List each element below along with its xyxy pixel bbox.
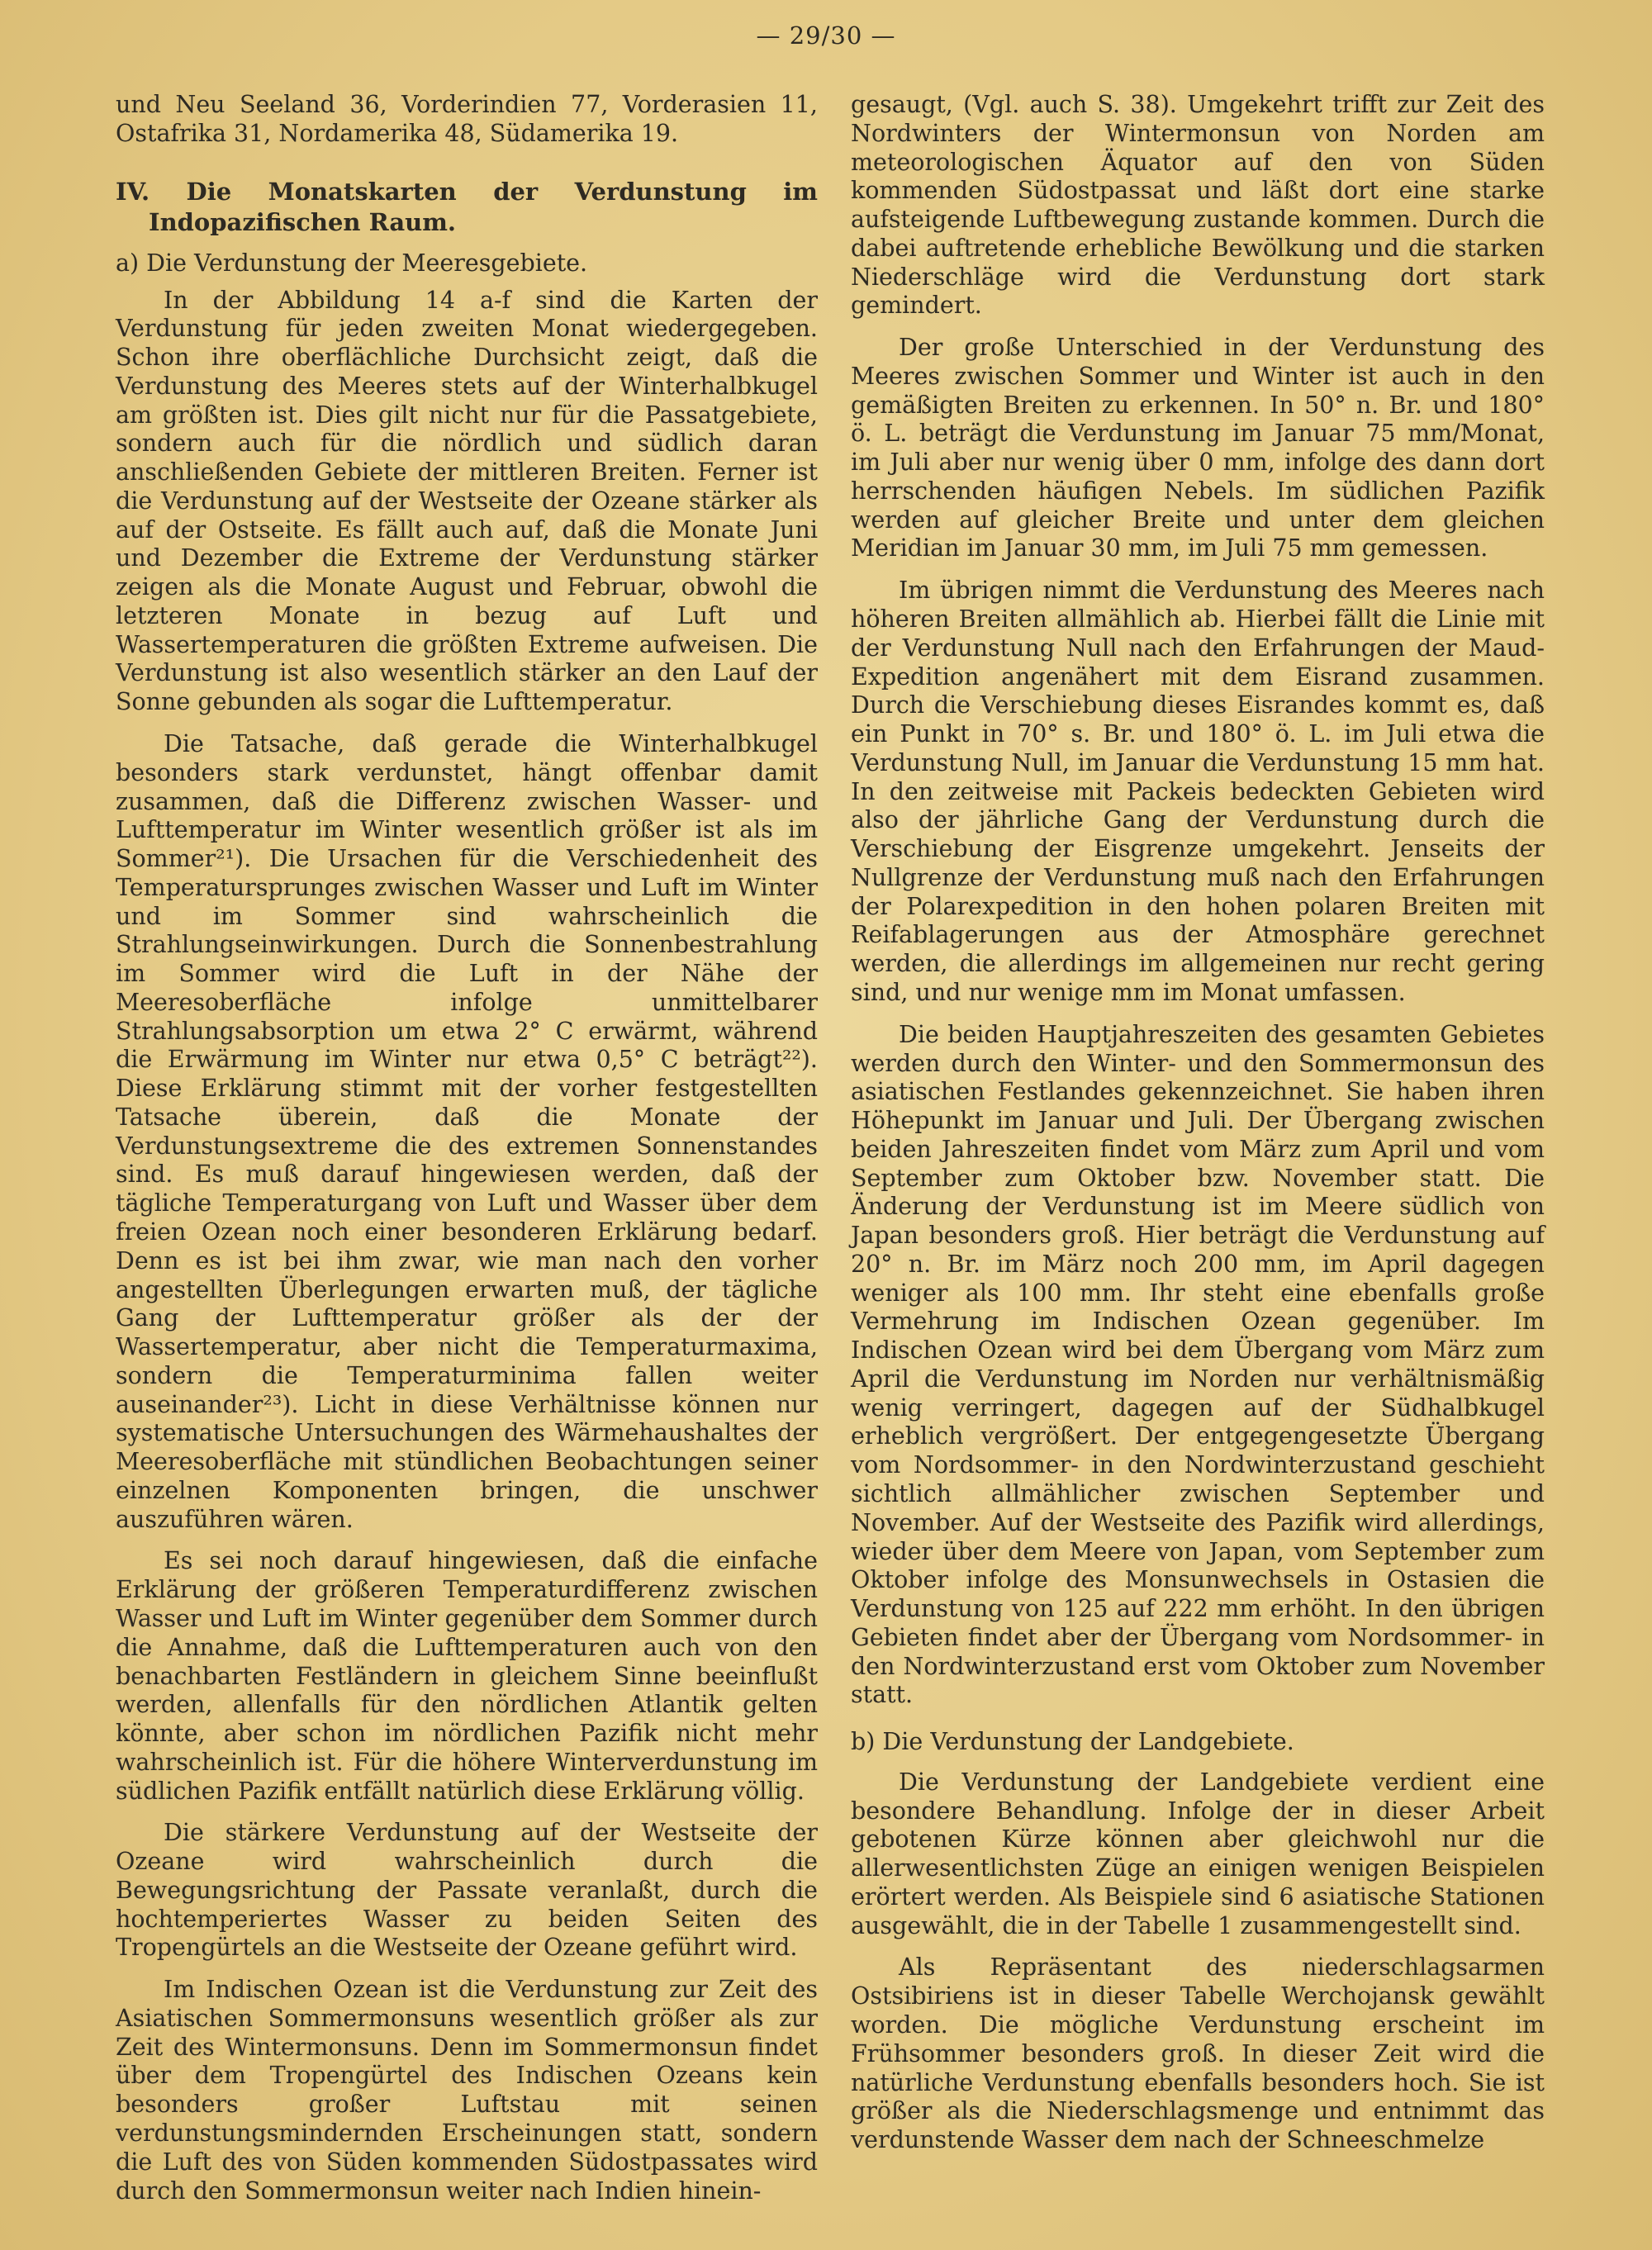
paragraph: Als Repräsentant des niederschlagsarmen Ostsibiriens ist in dieser Tabelle Werchojansk gewählt worden. Die mögliche Verdunstung erscheint im Frühsommer besonders groß. In dieser Zeit wird die natürliche Verdunstung ebenfalls besonders hoch. Sie ist größer als die Niederschlagsmenge und entnimmt das verdunstende Wasser dem nach der Schneeschmelze	[851, 1953, 1545, 2154]
paragraph: Im übrigen nimmt die Verdunstung des Meeres nach höheren Breiten allmählich ab. Hierbei fällt die Linie mit der Verdunstung Null nach den Erfahrungen der Maud-Expedition angenähert mit dem Eisrand zusammen. Durch die Verschiebung dieses Eisrandes kommt es, daß ein Punkt in 70° s. Br. und 180° ö. L. im Juli etwa die Verdunstung Null, im Januar die Verdunstung 15 mm hat. In den zeitweise mit Packeis bedeckten Gebieten wird also der jährliche Gang der Verdunstung durch die Verschiebung der Eisgrenze umgekehrt. Jenseits der Nullgrenze der Verdunstung muß nach den Erfahrungen der Polarexpedition in den hohen polaren Breiten mit Reifablagerungen aus der Atmosphäre gerechnet werden, die allerdings im allgemeinen nur recht gering sind, und nur wenige mm im Monat umfassen.	[851, 577, 1545, 1006]
paragraph: In der Abbildung 14 a-f sind die Karten der Verdunstung für jeden zweiten Monat wiedergegeben. Schon ihre oberflächliche Durchsicht zeigt, daß die Verdunstung des Meeres stets auf der Winterhalbkugel am größten ist. Dies gilt nicht nur für die Passatgebiete, sondern auch für die nördlich und südlich daran anschließenden Gebiete der mittleren Breiten. Ferner ist die Verdunstung auf der Westseite der Ozeane stärker als auf der Ostseite. Es fällt auch auf, daß die Monate Juni und Dezember die Extreme der Verdunstung stärker zeigen als die Monate August und Februar, obwohl die letzteren Monate in bezug auf Luft und Wassertemperaturen die größten Extreme aufweisen. Die Verdunstung ist also wesentlich stärker an den Lauf der Sonne gebunden als sogar die Lufttemperatur.	[116, 286, 818, 716]
page-number: — 29/30 —	[756, 21, 896, 50]
subheading-b: b) Die Verdunstung der Landgebiete.	[851, 1728, 1294, 1756]
paragraph: Die Tatsache, daß gerade die Winterhalbkugel besonders stark verdunstet, hängt offenbar damit zusammen, daß die Differenz zwischen Wasser- und Lufttemperatur im Winter wesentlich größer ist als im Sommer²¹). Die Ursachen für die Verschiedenheit des Temperatursprunges zwischen Wasser und Luft im Winter und im Sommer sind wahrscheinlich die Strahlungseinwirkungen. Durch die Sonnenbestrahlung im Sommer wird die Luft in der Nähe der Meeresoberfläche infolge unmittelbarer Strahlungsabsorption um etwa 2° C erwärmt, während die Erwärmung im Winter nur etwa 0,5° C beträgt²²). Diese Erklärung stimmt mit der vorher festgestellten Tatsache überein, daß die Monate der Verdunstungsextreme die des extremen Sonnenstandes sind. Es muß darauf hingewiesen werden, daß der tägliche Temperaturgang von Luft und Wasser über dem freien Ozean noch einer besonderen Erklärung bedarf. Denn es ist bei ihm zwar, wie man nach den vorher angestellten Überlegungen erwarten muß, der tägliche Gang der Lufttemperatur größer als der der Wassertemperatur, aber nicht die Temperaturmaxima, sondern die Temperaturminima fallen weiter auseinander²³). Licht in diese Verhältnisse können nur systematische Untersuchungen des Wärmehaushaltes der Meeresoberfläche mit stündlichen Beobachtungen seiner einzelnen Komponenten bringen, die unschwer auszuführen wären.	[116, 730, 818, 1533]
paragraph: Die beiden Hauptjahreszeiten des gesamten Gebietes werden durch den Winter- und den Sommermonsun des asiatischen Festlandes gekennzeichnet. Sie haben ihren Höhepunkt im Januar und Juli. Der Übergang zwischen beiden Jahreszeiten findet vom März zum April und vom September zum Oktober bzw. November statt. Die Änderung der Verdunstung ist im Meere südlich von Japan besonders groß. Hier beträgt die Verdunstung auf 20° n. Br. im März noch 200 mm, im April dagegen weniger als 100 mm. Ihr steht eine ebenfalls große Vermehrung im Indischen Ozean gegenüber. Im Indischen Ozean wird bei dem Übergang vom März zum April die Verdunstung im Norden nur verhältnismäßig wenig verringert, dagegen auf der Südhalbkugel erheblich vergrößert. Der entgegengesetzte Übergang vom Nordsommer- in den Nordwinterzustand geschieht sichtlich allmählicher zwischen September und November. Auf der Westseite des Pazifik wird allerdings, wieder über dem Meere von Japan, vom September zum Oktober infolge des Monsunwechsels in Ostasien die Verdunstung von 125 auf 222 mm erhöht. In den übrigen Gebieten findet aber der Übergang vom Nordsommer- in den Nordwinterzustand erst vom Oktober zum November statt.	[851, 1020, 1545, 1709]
section-heading: IV. Die Monatskarten der Verdunstung im Indopazifischen Raum.	[116, 177, 818, 236]
intro-paragraph: und Neu Seeland 36, Vorderindien 77, Vorderasien 11, Ostafrika 31, Nordamerika 48, Südamerika 19.	[116, 91, 818, 147]
paragraph: Die stärkere Verdunstung auf der Westseite der Ozeane wird wahrscheinlich durch die Bewegungsrichtung der Passate veranlaßt, durch die hochtemperiertes Wasser zu beiden Seiten des Tropengürtels an die Westseite der Ozeane geführt wird.	[116, 1819, 818, 1962]
paragraph: Die Verdunstung der Landgebiete verdient eine besondere Behandlung. Infolge der in dieser Arbeit gebotenen Kürze können aber gleichwohl nur die allerwesentlichsten Züge an einigen wenigen Beispielen erörtert werden. Als Beispiele sind 6 asiatische Stationen ausgewählt, die in der Tabelle 1 zusammengestellt sind.	[851, 1768, 1545, 1939]
paragraph: Im Indischen Ozean ist die Verdunstung zur Zeit des Asiatischen Sommermonsuns wesentlich größer als zur Zeit des Wintermonsuns. Denn im Sommermonsun findet über dem Tropengürtel des Indischen Ozeans kein besonders großer Luftstau mit seinen verdunstungsmindernden Erscheinungen statt, sondern die Luft des von Süden kommenden Südostpassates wird durch den Sommermonsun weiter nach Indien hinein-	[116, 1976, 818, 2205]
subheading-a: a) Die Verdunstung der Meeresgebiete.	[116, 249, 588, 277]
paragraph: Der große Unterschied in der Verdunstung des Meeres zwischen Sommer und Winter ist auch in den gemäßigten Breiten zu erkennen. In 50° n. Br. und 180° ö. L. beträgt die Verdunstung im Januar 75 mm/Monat, im Juli aber nur wenig über 0 mm, infolge des dann dort herrschenden häufigen Nebels. Im südlichen Pazifik werden auf gleicher Breite und unter dem gleichen Meridian im Januar 30 mm, im Juli 75 mm gemessen.	[851, 334, 1545, 562]
right-column	[851, 91, 1545, 2168]
left-column	[116, 91, 818, 2219]
continuation-paragraph: gesaugt, (Vgl. auch S. 38). Umgekehrt trifft zur Zeit des Nordwinters der Wintermonsun von Norden am meteorologischen Äquator auf den von Süden kommenden Südostpassat und läßt dort eine starke aufsteigende Luftbewegung zustande kommen. Durch die dabei auftretende erhebliche Bewölkung und die starken Niederschläge wird die Verdunstung dort stark gemindert.	[851, 91, 1545, 320]
paragraph: Es sei noch darauf hingewiesen, daß die einfache Erklärung der größeren Temperaturdifferenz zwischen Wasser und Luft im Winter gegenüber dem Sommer durch die Annahme, daß die Lufttemperaturen auch von den benachbarten Festländern in gleichem Sinne beeinflußt werden, allenfalls für den nördlichen Atlantik gelten könnte, aber schon im nördlichen Pazifik nicht mehr wahrscheinlich ist. Für die höhere Winterverdunstung im südlichen Pazifik entfällt natürlich diese Erklärung völlig.	[116, 1547, 818, 1805]
